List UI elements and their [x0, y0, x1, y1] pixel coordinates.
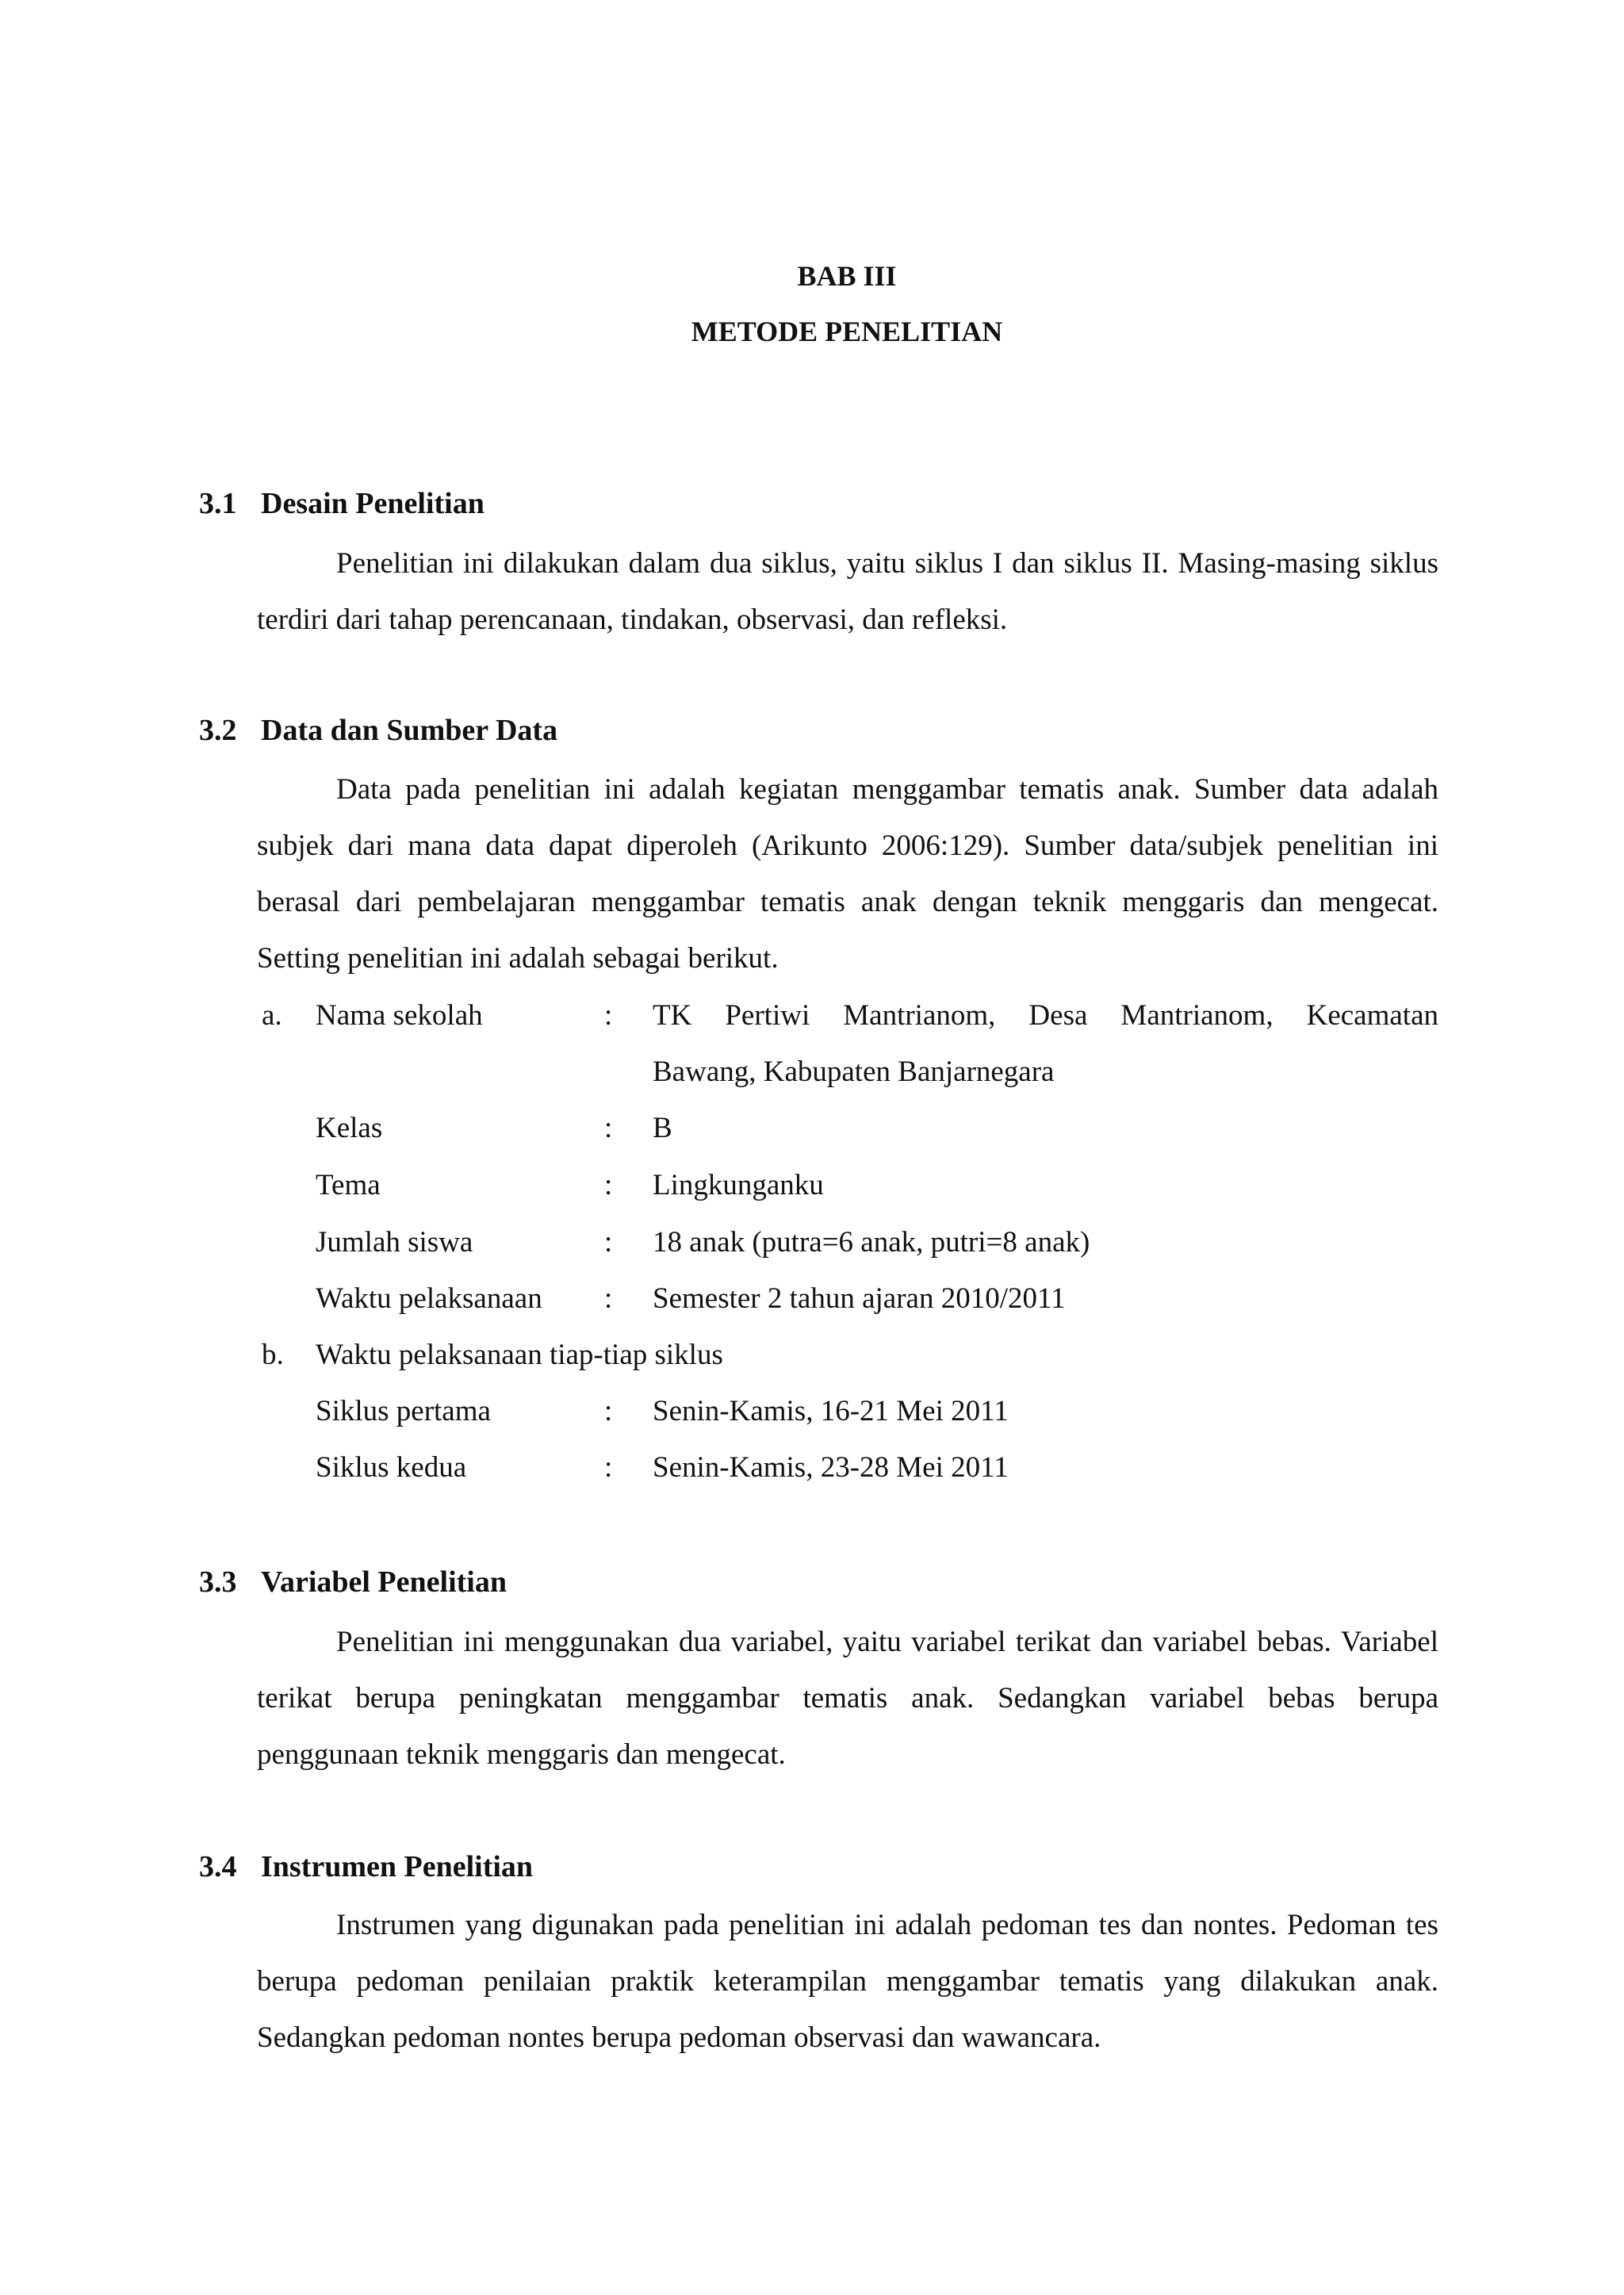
setting-colon: :	[604, 1451, 613, 1484]
setting-label: Jumlah siswa	[316, 1226, 473, 1259]
setting-value: Senin-Kamis, 23-28 Mei 2011	[653, 1451, 1009, 1484]
setting-value: 18 anak (putra=6 anak, putri=8 anak)	[653, 1226, 1090, 1259]
section-title: Desain Penelitian	[261, 487, 485, 520]
setting-label: Siklus kedua	[316, 1451, 467, 1484]
setting-colon: :	[604, 999, 613, 1032]
setting-value: Senin-Kamis, 16-21 Mei 2011	[653, 1395, 1009, 1427]
section-heading-3-1	[199, 489, 485, 519]
setting-value-sekolah	[653, 987, 1438, 1100]
setting-colon: :	[604, 1169, 613, 1201]
section-heading-3-3	[199, 1567, 507, 1597]
setting-label: Siklus pertama	[316, 1395, 491, 1427]
section-number: 3.2	[199, 714, 237, 747]
chapter-number: BAB III	[797, 260, 897, 292]
setting-colon: :	[604, 1395, 613, 1427]
setting-value: Lingkunganku	[653, 1169, 824, 1201]
section-title: Data dan Sumber Data	[261, 714, 558, 747]
setting-value: B	[653, 1112, 672, 1144]
section-paragraph-3-4: Instrumen yang digunakan pada penelitian ini adalah pedoman tes dan nontes. Pedoman tes berupa pedoman penilaian praktik keterampilan menggambar tematis yang dilakukan anak. Sedangkan pedoman nontes berupa pedoman observasi dan wawancara.	[257, 1909, 1438, 2054]
setting-label: Waktu pelaksanaan	[316, 1282, 542, 1315]
section-number: 3.4	[199, 1850, 237, 1883]
section-paragraph-3-3: Penelitian ini menggunakan dua variabel, yaitu variabel terikat dan variabel bebas. Variabel terikat berupa peningkatan menggambar tematis anak. Sedangkan variabel bebas berupa penggunaan teknik menggaris dan mengecat.	[257, 1626, 1438, 1771]
setting-colon: :	[604, 1226, 613, 1259]
chapter-title: METODE PENELITIAN	[691, 316, 1003, 347]
section-heading-3-4	[199, 1852, 533, 1882]
section-heading-3-2	[199, 715, 557, 745]
setting-label: Kelas	[316, 1112, 383, 1144]
setting-label: Tema	[316, 1169, 381, 1201]
section-paragraph-3-1: Penelitian ini dilakukan dalam dua siklus, yaitu siklus I dan siklus II. Masing-masing siklus terdiri dari tahap perencanaan, tindakan, observasi, dan refleksi.	[257, 547, 1438, 636]
section-number: 3.1	[199, 487, 237, 520]
section-title: Instrumen Penelitian	[261, 1850, 534, 1883]
setting-label: Nama sekolah	[316, 999, 483, 1032]
setting-colon: :	[604, 1282, 613, 1315]
list-marker-b: b.	[262, 1339, 284, 1371]
section-paragraph-3-2: Data pada penelitian ini adalah kegiatan menggambar tematis anak. Sumber data adalah subjek dari mana data dapat diperoleh (Arikunto 2006:129). Sumber data/subjek penelitian ini berasal dari pembelajaran menggambar tematis anak dengan teknik menggaris dan mengecat. Setting penelitian ini adalah sebagai berikut.	[257, 773, 1438, 975]
list-marker-a: a.	[262, 999, 282, 1032]
setting-value: Semester 2 tahun ajaran 2010/2011	[653, 1282, 1066, 1315]
setting-value-line: Bawang, Kabupaten Banjarnegara	[653, 1056, 1055, 1088]
section-title: Variabel Penelitian	[261, 1565, 507, 1599]
section-number: 3.3	[199, 1565, 237, 1599]
setting-value-line: TK Pertiwi Mantrianom, Desa Mantrianom, Kecamatan	[653, 999, 1438, 1032]
setting-colon: :	[604, 1112, 613, 1144]
setting-b-heading-text: Waktu pelaksanaan tiap-tiap siklus	[316, 1339, 723, 1371]
